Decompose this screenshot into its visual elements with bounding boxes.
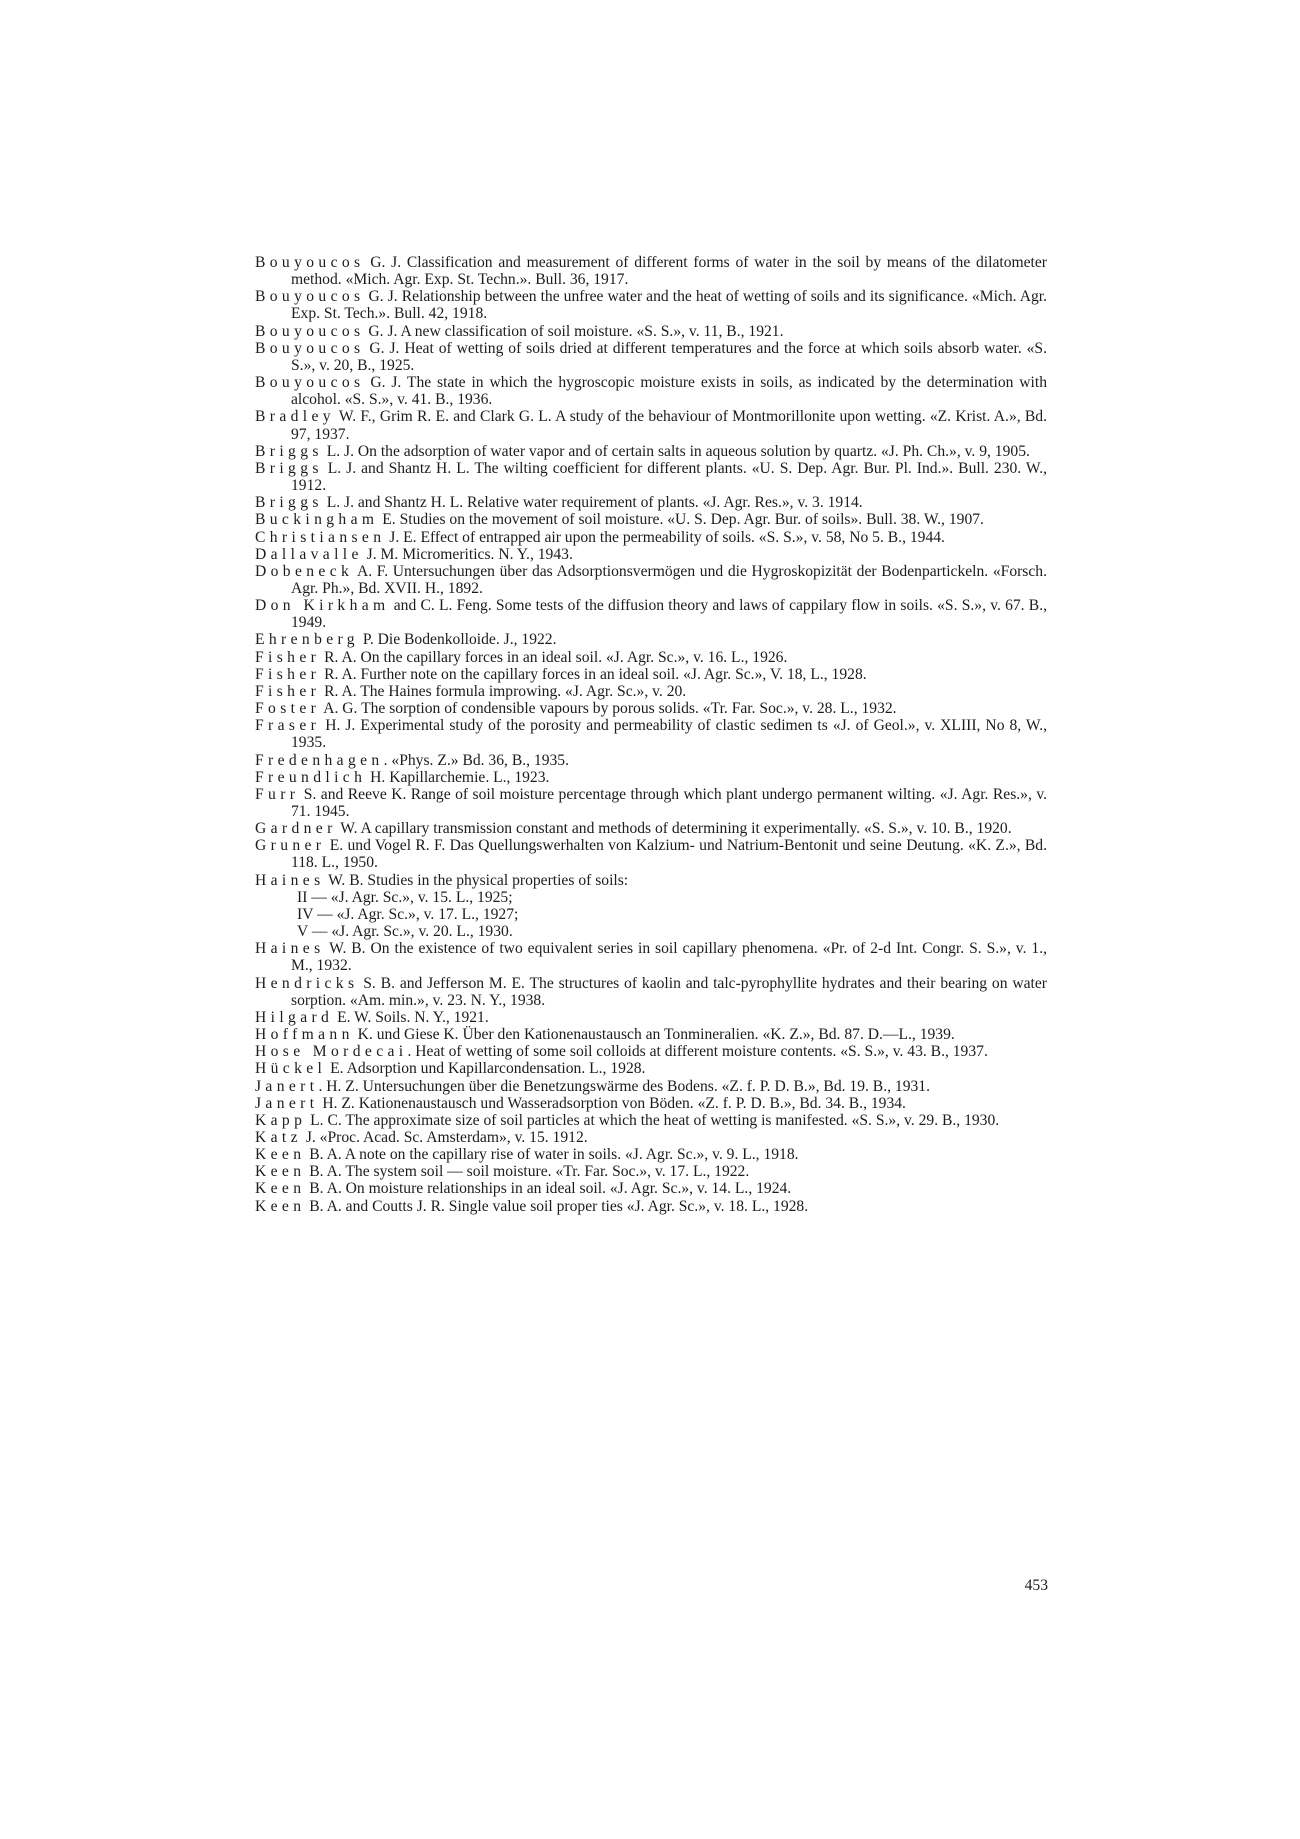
reference-text: G. J. Relationship between the unfree water and the heat of wetting of soils and its significance. «Mich. Agr. Exp. St. Tech.». Bull. 42, 1918. xyxy=(291,288,1047,323)
reference-text: H. Kapillarchemie. L., 1923. xyxy=(366,768,550,786)
reference-text: A. F. Untersuchungen über das Adsorptionsvermögen und die Hygroskopizität der Bodenpartickeln. «Forsch. Agr. Ph.», Bd. XVII. H., 1892. xyxy=(291,562,1047,597)
reference-author: Keen xyxy=(255,1146,306,1164)
reference-entry xyxy=(255,1146,1047,1163)
reference-entry xyxy=(255,872,1047,889)
reference-text: L. J. and Shantz H. L. The wilting coefficient for different plants. «U. S. Dep. Agr. Bur. Pl. Ind.». Bull. 230. W., 1912. xyxy=(291,459,1047,495)
reference-entry xyxy=(255,1060,1047,1077)
reference-sub-item: V — «J. Agr. Sc.», v. 20. L., 1930. xyxy=(297,923,513,941)
reference-entry xyxy=(255,649,1047,666)
reference-entry xyxy=(255,511,1047,528)
reference-author: Buckingham xyxy=(255,511,379,529)
reference-author: Hose Mordecai xyxy=(255,1043,408,1061)
reference-text: J. M. Micromeritics. N. Y., 1943. xyxy=(362,545,573,563)
reference-sub-item: IV — «J. Agr. Sc.», v. 17. L., 1927; xyxy=(297,905,519,923)
reference-text: G. J. Classification and measurement of different forms of water in the soil by means of the dilatometer method. «Mich. Agr. Exp. St. Techn.». Bull. 36, 1917. xyxy=(291,254,1047,289)
reference-entry xyxy=(255,837,1047,871)
reference-author: Dobeneck xyxy=(255,562,354,580)
reference-entry xyxy=(255,631,1047,648)
reference-sub-item: II — «J. Agr. Sc.», v. 15. L., 1925; xyxy=(297,888,513,906)
reference-text: E. und Vogel R. F. Das Quellungswerhalten von Kalzium- und Natrium-Bentonit und seine Deutung. «K. Z.», Bd. 118. L., 1950. xyxy=(291,837,1047,872)
reference-author: Briggs xyxy=(255,442,323,460)
reference-author: Foster xyxy=(255,700,321,718)
reference-text: E. Studies on the movement of soil moisture. «U. S. Dep. Agr. Bur. of soils». Bull. 38. W., 1907. xyxy=(378,511,984,529)
reference-entry xyxy=(255,940,1047,974)
reference-text: G. J. A new classification of soil moisture. «S. S.», v. 11, B., 1921. xyxy=(364,322,784,340)
reference-entry xyxy=(255,1129,1047,1146)
reference-text: E. Adsorption und Kapillarcondensation. L., 1928. xyxy=(326,1060,646,1078)
reference-entry xyxy=(255,597,1047,631)
reference-text: and C. L. Feng. Some tests of the diffusion theory and laws of cappilary flow in soils. «S. S.», v. 67. B., 1949. xyxy=(291,597,1047,632)
reference-text: J. E. Effect of entrapped air upon the permeability of soils. «S. S.», v. 58, No 5. B., 1944. xyxy=(385,528,945,546)
reference-entry xyxy=(255,494,1047,511)
reference-author: Keen xyxy=(255,1163,306,1181)
reference-author: Bouyoucos xyxy=(255,288,365,306)
reference-entry xyxy=(255,374,1047,408)
reference-text: G. J. Heat of wetting of soils dried at different temperatures and the force at which soils absorb water. «S. S.», v. 20, B., 1925. xyxy=(291,339,1047,374)
reference-author: Freundlich xyxy=(255,768,367,786)
reference-author: Briggs xyxy=(255,494,323,512)
reference-text: L. J. On the adsorption of water vapor and of certain salts in aqueous solution by quartz. «J. Ph. Ch.», v. 9, 1905. xyxy=(322,442,1030,460)
reference-author: Gardner xyxy=(255,820,337,838)
reference-author: Fisher xyxy=(255,665,321,683)
reference-text: J. «Proc. Acad. Sc. Amsterdam», v. 15. 1912. xyxy=(301,1128,588,1146)
reference-author: Bradley xyxy=(255,408,335,426)
reference-author: Hoffmann xyxy=(255,1026,354,1044)
reference-entry xyxy=(255,975,1047,1009)
reference-author: Hilgard xyxy=(255,1008,334,1026)
reference-text: R. A. The Haines formula improwing. «J. Agr. Sc.», v. 20. xyxy=(320,682,687,700)
reference-author: Keen xyxy=(255,1197,306,1215)
reference-text: W. F., Grim R. E. and Clark G. L. A study of the behaviour of Montmorillonite upon wetting. «Z. Krist. A.», Bd. 97, 1937. xyxy=(291,408,1047,443)
reference-entry xyxy=(255,1026,1047,1043)
reference-author: Dallavalle xyxy=(255,545,363,563)
reference-author: Bouyoucos xyxy=(255,339,365,357)
reference-author: Fisher xyxy=(255,648,321,666)
reference-author: Janert xyxy=(255,1077,319,1095)
reference-entry xyxy=(255,666,1047,683)
reference-text: L. C. The approximate size of soil particles at which the heat of wetting is manifested. «S. S.», v. 29. B., 1930. xyxy=(306,1111,1000,1129)
reference-entry xyxy=(255,443,1047,460)
reference-text: G. J. The state in which the hygroscopic moisture exists in soils, as indicated by the determination with alcohol. «S. S.», v. 41. B., 1936. xyxy=(291,374,1047,409)
reference-author: Briggs xyxy=(255,459,323,477)
reference-author: Keen xyxy=(255,1180,306,1198)
reference-text: . Heat of wetting of some soil colloids at different moisture contents. «S. S.», v. 43. B., 1937. xyxy=(407,1043,988,1061)
reference-text: H. Z. Kationenaustausch und Wasseradsorption von Böden. «Z. f. P. D. B.», Bd. 34. B., 1934. xyxy=(318,1094,906,1112)
reference-author: Haines xyxy=(255,940,325,958)
reference-author: Janert xyxy=(255,1094,319,1112)
reference-entry xyxy=(255,546,1047,563)
reference-text: . «Phys. Z.» Bd. 36, B., 1935. xyxy=(383,751,570,769)
reference-text: H. J. Experimental study of the porosity and permeability of clastic sedimen ts «J. of Geol.», v. XLIII, No 8, W., 1935. xyxy=(291,717,1047,752)
reference-entry xyxy=(255,1163,1047,1180)
reference-text: W. B. Studies in the physical properties of soils: xyxy=(324,871,629,889)
reference-text: B. A. The system soil — soil moisture. «Tr. Far. Soc.», v. 17. L., 1922. xyxy=(305,1163,750,1181)
reference-text: K. und Giese K. Über den Kationenaustausch an Tonmineralien. «K. Z.», Bd. 87. D.—L., 1939. xyxy=(353,1026,955,1044)
reference-author: Fredenhagen xyxy=(255,751,384,769)
reference-entry xyxy=(255,683,1047,700)
reference-entry xyxy=(255,529,1047,546)
reference-text: W. B. On the existence of two equivalent series in soil capillary phenomena. «Pr. of 2-d Int. Congr. S. S.», v. 1., M., 1932. xyxy=(291,940,1047,975)
reference-entry xyxy=(255,563,1047,597)
reference-entry xyxy=(255,340,1047,374)
reference-entry xyxy=(255,752,1047,769)
reference-entry xyxy=(255,717,1047,751)
reference-entry xyxy=(255,700,1047,717)
reference-author: Katz xyxy=(255,1128,302,1146)
reference-text: L. J. and Shantz H. L. Relative water requirement of plants. «J. Agr. Res.», v. 3. 1914. xyxy=(322,494,863,512)
reference-text: A. G. The sorption of condensible vapours by porous solids. «Tr. Far. Soc.», v. 28. L., 1932. xyxy=(320,700,897,718)
reference-author: Kapp xyxy=(255,1111,307,1129)
reference-entry xyxy=(255,786,1047,820)
reference-text: B. A. On moisture relationships in an ideal soil. «J. Agr. Sc.», v. 14. L., 1924. xyxy=(305,1180,792,1198)
reference-entry xyxy=(255,1078,1047,1095)
reference-entry xyxy=(255,288,1047,322)
reference-entry xyxy=(255,820,1047,837)
reference-entry xyxy=(255,1112,1047,1129)
reference-author: Bouyoucos xyxy=(255,322,365,340)
reference-author: Gruner xyxy=(255,837,326,855)
reference-text: R. A. Further note on the capillary forces in an ideal soil. «J. Agr. Sc.», V. 18, L., 1928. xyxy=(320,665,867,683)
reference-text: W. A capillary transmission constant and methods of determining it experimentally. «S. S.», v. 10. B., 1920. xyxy=(336,820,1012,838)
reference-author: Bouyoucos xyxy=(255,254,365,271)
reference-text: R. A. On the capillary forces in an ideal soil. «J. Agr. Sc.», v. 16. L., 1926. xyxy=(320,648,788,666)
reference-author: Fraser xyxy=(255,717,321,735)
reference-author: Don Kirkham xyxy=(255,597,390,615)
reference-text: S. and Reeve K. Range of soil moisture percentage through which plant undergo permanent wilting. «J. Agr. Res.», v. 71. 1945. xyxy=(291,785,1047,820)
reference-author: Christiansen xyxy=(255,528,386,546)
reference-entry xyxy=(255,1043,1047,1060)
reference-author: Hendricks xyxy=(255,974,359,992)
reference-text: . H. Z. Untersuchungen über die Benetzungswärme des Bodens. «Z. f. P. D. B.», Bd. 19. B., 1931. xyxy=(318,1077,930,1095)
reference-author: Hückel xyxy=(255,1060,327,1078)
reference-text: E. W. Soils. N. Y., 1921. xyxy=(333,1008,489,1026)
reference-entry xyxy=(255,769,1047,786)
reference-author: Bouyoucos xyxy=(255,374,365,392)
reference-entry xyxy=(255,254,1047,288)
reference-author: Furr xyxy=(255,785,300,803)
page-number: 453 xyxy=(1024,1577,1048,1594)
reference-entry xyxy=(255,1095,1047,1112)
reference-list xyxy=(255,254,1047,1215)
reference-entry xyxy=(255,1180,1047,1197)
reference-text: B. A. and Coutts J. R. Single value soil proper ties «J. Agr. Sc.», v. 18. L., 1928. xyxy=(305,1197,809,1215)
reference-entry xyxy=(255,1198,1047,1215)
reference-author: Fisher xyxy=(255,682,321,700)
reference-text: S. B. and Jefferson M. E. The structures of kaolin and talc-pyrophyllite hydrates and their bearing on water sorption. «Am. min.», v. 23. N. Y., 1938. xyxy=(291,974,1047,1009)
reference-entry xyxy=(255,323,1047,340)
reference-entry xyxy=(255,1009,1047,1026)
reference-author: Haines xyxy=(255,871,325,889)
reference-author: Ehrenberg xyxy=(255,631,359,649)
reference-text: B. A. A note on the capillary rise of water in soils. «J. Agr. Sc.», v. 9. L., 1918. xyxy=(305,1146,799,1164)
reference-entry xyxy=(255,408,1047,442)
reference-text: P. Die Bodenkolloide. J., 1922. xyxy=(358,631,557,649)
reference-entry xyxy=(255,460,1047,494)
